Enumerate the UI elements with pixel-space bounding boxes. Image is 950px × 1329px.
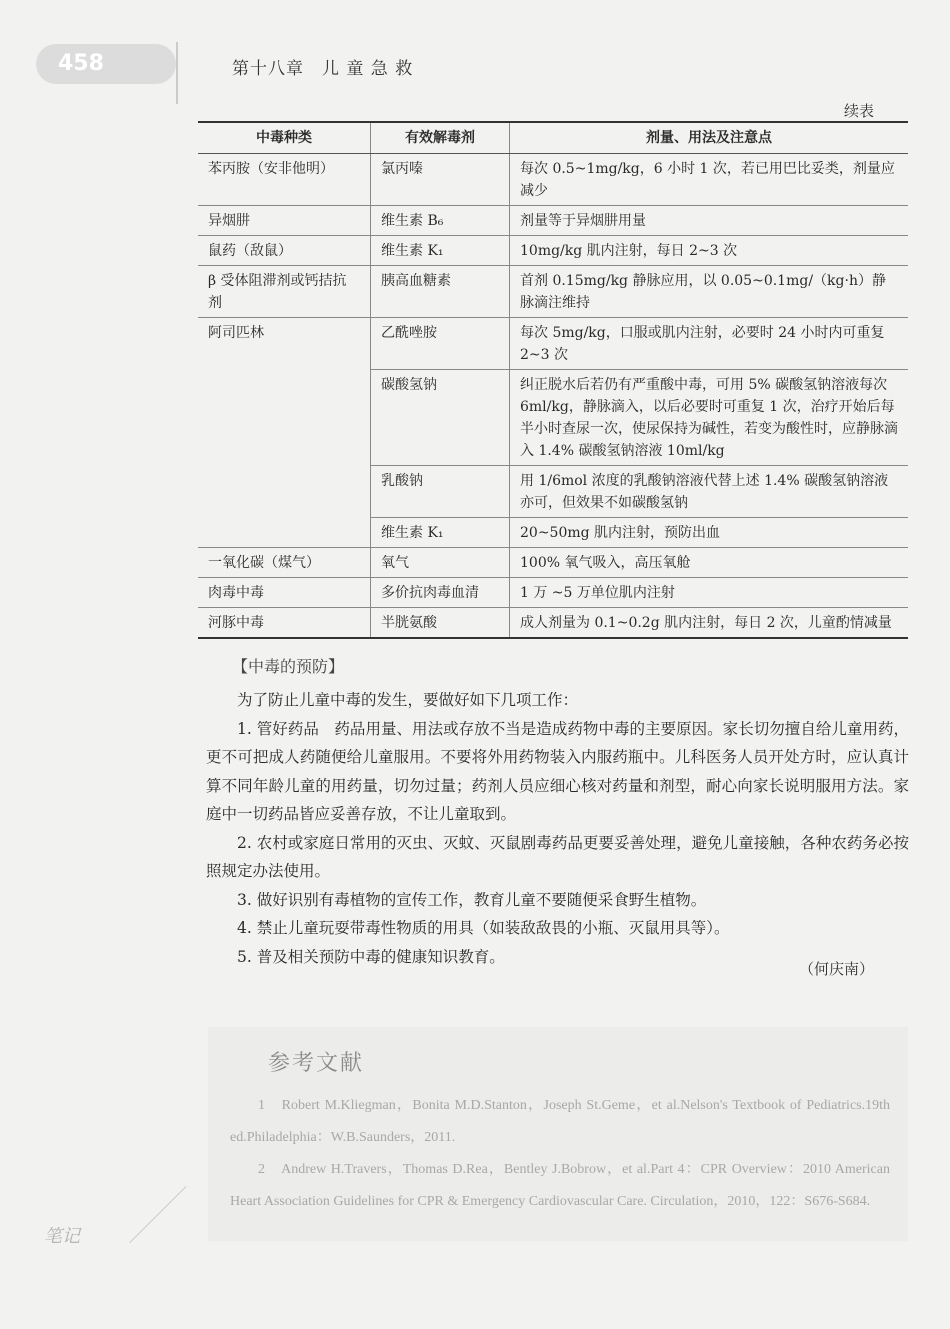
prevention-item: 3. 做好识别有毒植物的宣传工作，教育儿童不要随便采食野生植物。 — [237, 890, 707, 909]
poison-type-cell: β 受体阻滞剂或钙拮抗剂 — [198, 266, 371, 318]
antidote-cell: 维生素 K₁ — [371, 518, 510, 548]
table-row — [198, 236, 908, 266]
table-row — [198, 548, 908, 578]
antidote-cell: 乳酸钠 — [371, 466, 510, 518]
dose-cell: 剂量等于异烟肼用量 — [510, 206, 909, 236]
table-row — [198, 466, 908, 518]
antidote-cell: 碳酸氢钠 — [371, 370, 510, 466]
column-header: 剂量、用法及注意点 — [510, 122, 909, 154]
column-header: 有效解毒剂 — [371, 122, 510, 154]
dose-cell: 成人剂量为 0.1~0.2g 肌内注射，每日 2 次，儿童酌情减量 — [510, 608, 909, 639]
poison-type-cell — [198, 466, 371, 518]
table-row — [198, 206, 908, 236]
chapter-title: 第十八章 儿 童 急 救 — [232, 59, 414, 79]
table-header-row — [198, 122, 908, 154]
dose-cell: 用 1/6mol 浓度的乳酸钠溶液代替上述 1.4% 碳酸氢钠溶液亦可，但效果不如碳酸氢钠 — [510, 466, 909, 518]
poison-type-cell — [198, 518, 371, 548]
antidote-table — [198, 121, 908, 639]
antidote-cell: 维生素 B₆ — [371, 206, 510, 236]
poison-type-cell: 河豚中毒 — [198, 608, 371, 639]
page-number: 458 — [36, 44, 176, 84]
prevention-item: 2. 农村或家庭日常用的灭虫、灭蚊、灭鼠剧毒药品更要妥善处理，避免儿童接触，各种农药务必按照规定办法使用。 — [206, 833, 910, 880]
references-title: 参考文献 — [268, 1051, 365, 1076]
section-title: 【中毒的预防】 — [232, 657, 345, 676]
dose-cell: 纠正脱水后若仍有严重酸中毒，可用 5% 碳酸氢钠溶液每次 6ml/kg，静脉滴入，以后必要时可重复 1 次，治疗开始后每半小时查尿一次，使尿保持为碱性，若变为酸性时，应静脉滴入 1.4% 碳酸氢钠溶液 10ml/kg — [510, 370, 909, 466]
table-row — [198, 154, 908, 206]
dose-cell: 1 万 ~5 万单位肌内注射 — [510, 578, 909, 608]
reference-item: 1 Robert M.Kliegman，Bonita M.D.Stanton，Joseph St.Geme，et al.Nelson's Textbook of Pediatrics.19th ed.Philadelphia：W.B.Saunders，2011. — [230, 1098, 890, 1145]
poison-type-cell: 一氧化碳（煤气） — [198, 548, 371, 578]
poison-type-cell: 苯丙胺（安非他明） — [198, 154, 371, 206]
prevention-item: 5. 普及相关预防中毒的健康知识教育。 — [237, 947, 505, 966]
reference-item: 2 Andrew H.Travers，Thomas D.Rea，Bentley J.Bobrow，et al.Part 4：CPR Overview：2010 American Heart Association Guidelines for CPR & Emergency Cardiovascular Care. Circulation，2010，122：S676-S684. — [230, 1162, 890, 1209]
dose-cell: 100% 氧气吸入，高压氧舱 — [510, 548, 909, 578]
prevention-body — [206, 686, 909, 971]
poison-type-cell: 肉毒中毒 — [198, 578, 371, 608]
poison-type-cell: 异烟肼 — [198, 206, 371, 236]
table-row — [198, 518, 908, 548]
antidote-cell: 半胱氨酸 — [371, 608, 510, 639]
poison-type-cell — [198, 370, 371, 466]
continued-label: 续表 — [843, 102, 874, 120]
antidote-cell: 多价抗肉毒血清 — [371, 578, 510, 608]
antidote-cell: 氯丙嗪 — [371, 154, 510, 206]
author-credit: （何庆南） — [798, 960, 874, 978]
dose-cell: 首剂 0.15mg/kg 静脉应用，以 0.05~0.1mg/（kg·h）静脉滴注维持 — [510, 266, 909, 318]
poison-type-cell: 阿司匹林 — [208, 325, 264, 341]
antidote-cell: 乙酰唑胺 — [371, 318, 510, 370]
dose-cell: 每次 5mg/kg，口服或肌内注射，必要时 24 小时内可重复 2~3 次 — [510, 318, 909, 370]
table-row — [198, 266, 908, 318]
table-row — [198, 578, 908, 608]
prevention-item: 1. 管好药品 药品用量、用法或存放不当是造成药物中毒的主要原因。家长切勿擅自给儿童用药，更不可把成人药随便给儿童服用。不要将外用药物装入内服药瓶中。儿科医务人员开处方时，应认真计算不同年龄儿童的用药量，切勿过量；药剂人员应细心核对药量和剂型，耐心向家长说明服用方法。家庭中一切药品皆应妥善存放，不让儿童取到。 — [206, 719, 910, 823]
column-header: 中毒种类 — [198, 122, 371, 154]
antidote-cell: 维生素 K₁ — [371, 236, 510, 266]
antidote-cell: 胰高血糖素 — [371, 266, 510, 318]
table-row — [198, 318, 908, 370]
decorative-line — [129, 1186, 186, 1243]
prevention-item: 4. 禁止儿童玩耍带毒性物质的用具（如装敌敌畏的小瓶、灭鼠用具等）。 — [237, 919, 730, 937]
dose-cell: 10mg/kg 肌内注射，每日 2~3 次 — [510, 236, 909, 266]
table-row — [198, 370, 908, 466]
dose-cell: 每次 0.5~1mg/kg，6 小时 1 次，若已用巴比妥类，剂量应减少 — [510, 154, 909, 206]
table-row — [198, 608, 908, 639]
references-list — [230, 1090, 890, 1218]
prevention-intro: 为了防止儿童中毒的发生，要做好如下几项工作： — [237, 691, 579, 709]
margin-notes-label: 笔记 — [44, 1226, 80, 1247]
antidote-cell: 氧气 — [371, 548, 510, 578]
header-divider — [176, 42, 178, 104]
dose-cell: 20~50mg 肌内注射，预防出血 — [510, 518, 909, 548]
poison-type-cell: 鼠药（敌鼠） — [198, 236, 371, 266]
